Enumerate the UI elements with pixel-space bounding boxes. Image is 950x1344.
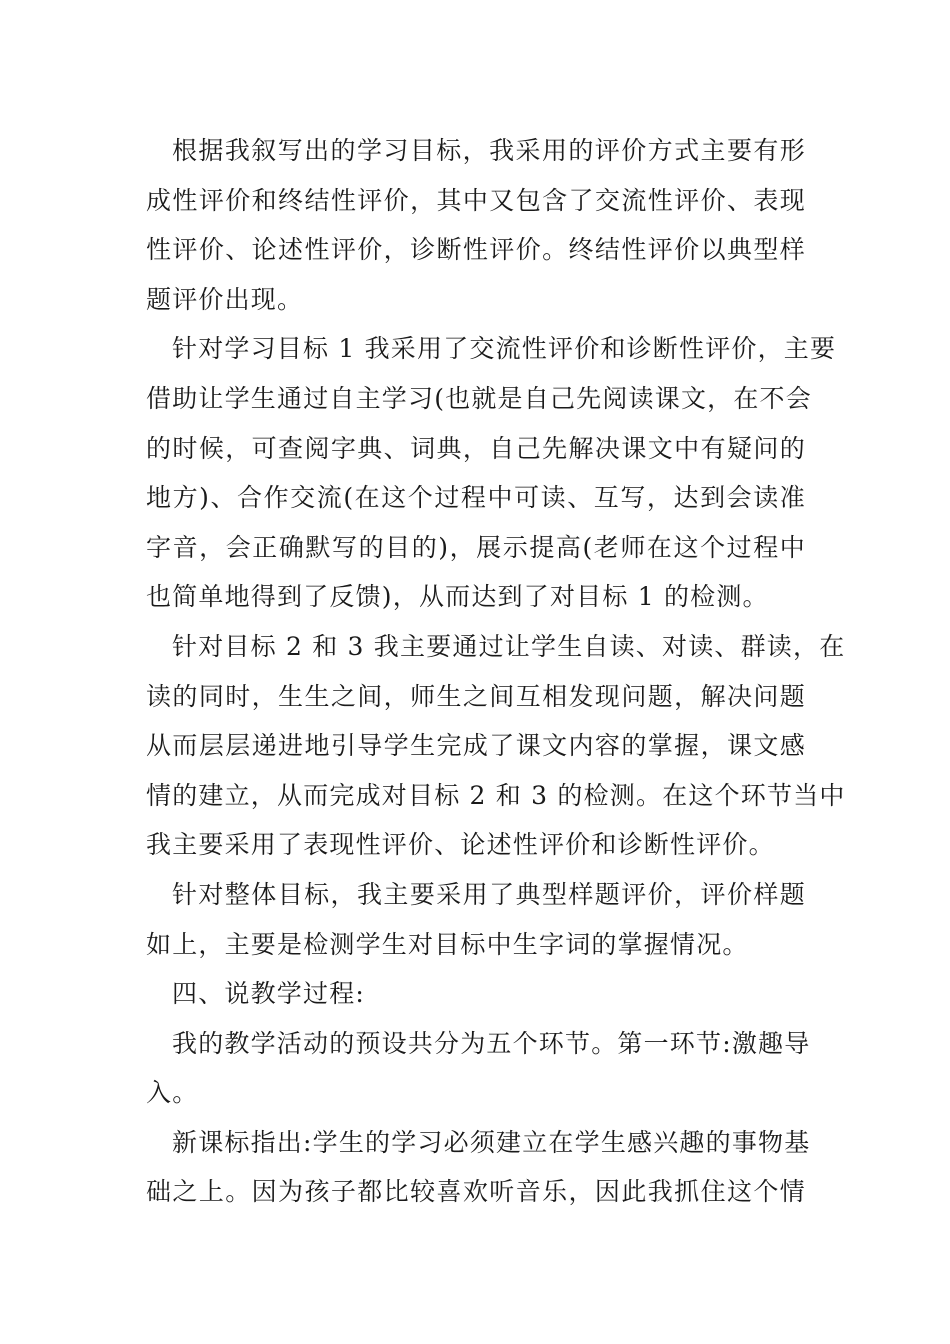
text-line: 成性评价和终结性评价，其中又包含了交流性评价、表现: [146, 185, 806, 215]
text-line: 础之上。因为孩子都比较喜欢听音乐，因此我抓住这个情: [146, 1177, 806, 1207]
paragraph-new-curriculum: [146, 1118, 811, 1217]
paragraph-goal-2-3: [146, 622, 846, 870]
text-line: 字音，会正确默写的目的)，展示提高(老师在这个过程中: [146, 532, 806, 562]
text-line: 也简单地得到了反馈)，从而达到了对目标 1 的检测。: [146, 582, 769, 612]
text-line: 的时候，可查阅字典、词典，自己先解决课文中有疑问的: [146, 433, 806, 463]
text-line: 我的教学活动的预设共分为五个环节。第一环节:激趣导: [172, 1028, 811, 1058]
text-line: 从而层层递进地引导学生完成了课文内容的掌握，课文感: [146, 731, 806, 761]
text-line: 针对目标 2 和 3 我主要通过让学生自读、对读、群读，在: [172, 631, 846, 661]
text-line: 新课标指出:学生的学习必须建立在学生感兴趣的事物基: [172, 1127, 811, 1157]
paragraph-five-steps: [146, 1019, 811, 1118]
text-line: 读的同时，生生之间，师生之间互相发现问题，解决问题: [146, 681, 806, 711]
text-line: 四、说教学过程:: [172, 979, 366, 1009]
paragraph-overall-goal: [146, 870, 806, 969]
text-line: 入。: [146, 1078, 199, 1108]
text-line: 性评价、论述性评价，诊断性评价。终结性评价以典型样: [146, 235, 806, 265]
text-line: 借助让学生通过自主学习(也就是自己先阅读课文，在不会: [146, 383, 812, 413]
text-line: 地方)、合作交流(在这个过程中可读、互写，达到会读准: [146, 483, 806, 513]
text-line: 题评价出现。: [146, 284, 304, 314]
section-heading-teaching-process: [146, 969, 806, 1019]
paragraph-evaluation-methods: [146, 126, 806, 324]
paragraph-goal-1: [146, 324, 837, 622]
document-body: [146, 126, 846, 1217]
text-line: 针对学习目标 1 我采用了交流性评价和诊断性评价，主要: [172, 334, 837, 364]
text-line: 如上，主要是检测学生对目标中生字词的掌握情况。: [146, 929, 749, 959]
text-line: 针对整体目标，我主要采用了典型样题评价，评价样题: [172, 879, 806, 909]
text-line: 我主要采用了表现性评价、论述性评价和诊断性评价。: [146, 830, 775, 860]
text-line: 情的建立，从而完成对目标 2 和 3 的检测。在这个环节当中: [146, 780, 846, 810]
text-line: 根据我叙写出的学习目标，我采用的评价方式主要有形: [172, 136, 806, 165]
